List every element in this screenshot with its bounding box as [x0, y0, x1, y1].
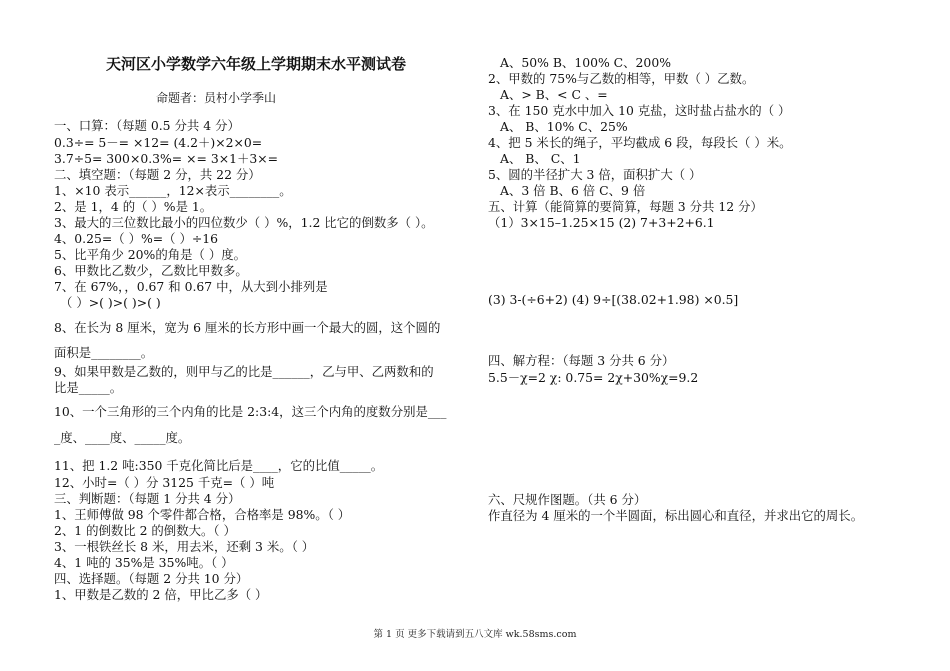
section-calc-heading: 五、计算（能简算的要简算，每题 3 分共 12 分）: [488, 199, 763, 214]
choice-question-2: 2、甲数的 75%与乙数的相等，甲数（ ）乙数。: [488, 71, 755, 86]
judge-question-2: 2、1 的倒数比 2 的倒数大。（ ）: [54, 523, 236, 538]
fill-question-6: 6、甲数比乙数少，乙数比甲数多。: [54, 263, 248, 278]
choice-3-options: A、 B、10% C、25%: [500, 119, 628, 134]
calc-questions-3-4: (3) 3-(÷6+2) (4) 9÷[(38.02+1.98) ×0.5]: [488, 292, 739, 307]
choice-question-1: 1、甲数是乙数的 2 倍，甲比乙多（ ）: [54, 587, 268, 602]
section-judge-heading: 三、判断题：（每题 1 分共 4 分）: [54, 491, 241, 506]
exam-author: 命题者：员村小学季山: [156, 91, 277, 105]
fill-question-12: 12、小时=（ ）分 3125 千克=（ ）吨: [54, 475, 275, 490]
section-construction-heading: 六、尺规作图题。（共 6 分）: [488, 492, 647, 507]
section-equation-heading: 四、解方程：（每题 3 分共 6 分）: [488, 353, 675, 368]
judge-question-4: 4、1 吨的 35%是 35%吨。（ ）: [54, 555, 234, 570]
fill-question-9-cont: 比是_____。: [54, 380, 123, 395]
choice-question-3: 3、在 150 克水中加入 10 克盐，这时盐占盐水的（ ）: [488, 103, 791, 118]
fill-question-2: 2、是 1，4 的（ ）%是 1。: [54, 199, 213, 214]
section-choice-heading: 四、选择题。（每题 2 分共 10 分）: [54, 571, 249, 586]
choice-question-5: 5、圆的半径扩大 3 倍，面积扩大（ ）: [488, 167, 702, 182]
oral-row-1: 0.3÷= 5－= ×12= (4.2＋)×2×0=: [54, 135, 263, 150]
judge-question-1: 1、王师傅做 98 个零件都合格，合格率是 98%。（ ）: [54, 507, 351, 522]
fill-question-10-cont: _度、____度、_____度。: [54, 430, 191, 445]
section-fill-heading: 二、填空题：（每题 2 分，共 22 分）: [54, 167, 261, 182]
choice-1-options: A、50% B、100% C、200%: [500, 55, 671, 70]
choice-2-options: A、> B、< C 、=: [500, 87, 608, 102]
fill-question-10: 10、一个三角形的三个内角的比是 2:3:4，这三个内角的度数分别是___: [54, 404, 447, 419]
exam-title: 天河区小学数学六年级上学期期末水平测试卷: [106, 55, 407, 73]
fill-question-3: 3、最大的三位数比最小的四位数少（ ）%，1.2 比它的倒数多（ ）。: [54, 215, 434, 230]
fill-question-8: 8、在长为 8 厘米，宽为 6 厘米的长方形中画一个最大的圆，这个圆的: [54, 320, 441, 335]
construction-question: 作直径为 4 厘米的一个半圆面，标出圆心和直径，并求出它的周长。: [488, 508, 864, 523]
judge-question-3: 3、一根铁丝长 8 米，用去米，还剩 3 米。（ ）: [54, 539, 315, 554]
section-oral-heading: 一、口算：（每题 0.5 分共 4 分）: [54, 118, 240, 133]
choice-5-options: A、3 倍 B、6 倍 C、9 倍: [500, 183, 646, 198]
fill-question-7: 7、在 67%，，0.67 和 0.67 中，从大到小排列是: [54, 279, 328, 294]
fill-question-1: 1、×10 表示______，12×表示________。: [54, 183, 292, 198]
fill-question-5: 5、比平角少 20%的角是（ ）度。: [54, 247, 246, 262]
equations-row: 5.5－χ=2 χ: 0.75= 2χ+30%χ=9.2: [488, 370, 699, 385]
choice-question-4: 4、把 5 米长的绳子，平均截成 6 段，每段长（ ）米。: [488, 135, 792, 150]
calc-questions-1-2: （1）3×15–1.25×15 (2) 7+3+2+6.1: [488, 215, 715, 230]
oral-row-2: 3.7÷5= 300×0.3%= ×= 3×1＋3×=: [54, 151, 279, 166]
fill-question-11: 11、把 1.2 吨:350 千克化简比后是____，它的比值_____。: [54, 458, 384, 473]
fill-question-4: 4、0.25=（ ）%=（ ）÷16: [54, 231, 218, 246]
fill-question-7-blanks: （ ）>( )>( )>( ): [60, 295, 161, 310]
choice-4-options: A、 B、 C、1: [500, 151, 581, 166]
fill-question-8-cont: 面积是________。: [54, 345, 154, 360]
fill-question-9: 9、如果甲数是乙数的，则甲与乙的比是______，乙与甲、乙两数和的: [54, 364, 434, 379]
page-footer: 第 1 页 更多下载请到五八文库 wk.58sms.com: [373, 629, 577, 640]
